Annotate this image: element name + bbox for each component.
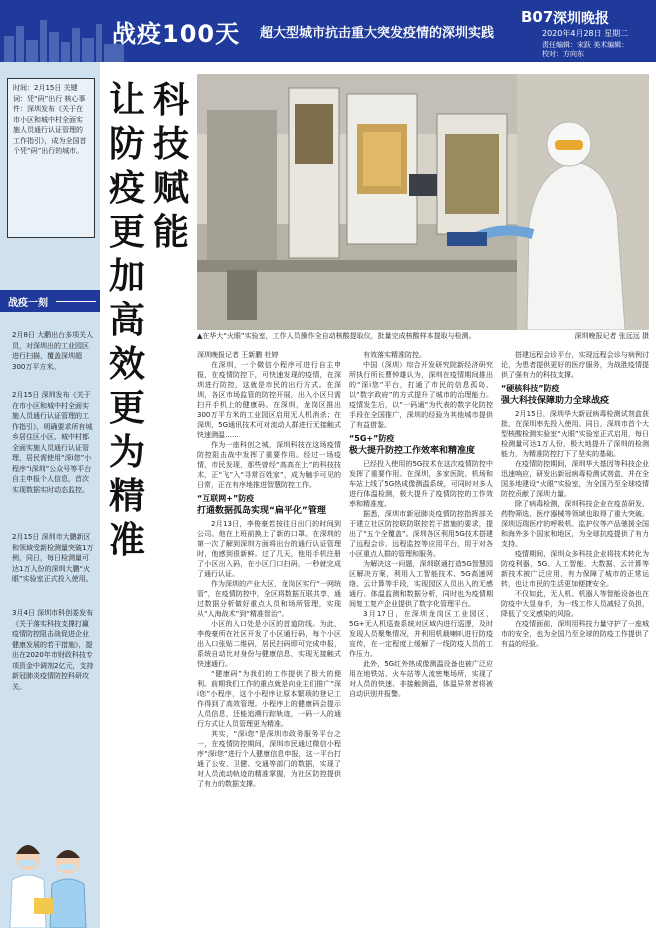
issue-date: 2020年4月28日 星期二 xyxy=(542,29,629,38)
lab-photo xyxy=(197,74,649,330)
medical-staff-illustration xyxy=(2,828,98,928)
article-byline: 深圳晚报记者 王新鹏 杜婷 xyxy=(197,351,279,359)
paragraph: 在疫情防控期间，深圳华大基因等科技企业迅速响应，研发出新冠病毒检测试剂盒，并在全国多地建设“火眼”实验室，为全国乃至全球疫情防控贡献了深圳力量。 xyxy=(501,460,649,498)
paragraph: 小区的入口处是小区的首道防线。为此，李俊豪所在社区开发了小区通行码，每个小区出入口张贴二维码，居民扫码即可完成申报，系统自动比对身份与健康信息，实现无接触式快速通行。 xyxy=(197,620,341,668)
paragraph: 其实，“深i您”是深圳市政务服务平台之一，在疫情防控期间，深圳市民通过微信小程序“深i您”进行个人健康信息申报，这一平台打通了公安、卫健、交通等部门的数据，实现了对人员流动轨迹的精准掌握，为社区防控提供了有力的数据支撑。 xyxy=(197,730,341,788)
intro-text: 时间：2月15日 关键词：凭“码”出行 核心事件：深圳发布《关于在市小区和城中村全面实施人员通行认证管理的工作指引》，成为全国首个凭“码”出行的城市。 xyxy=(13,84,87,155)
headline-line-1: 科技赋能 xyxy=(152,79,189,253)
section-heading: “5G+”防疫 xyxy=(349,434,395,443)
editors-credit: 责任编辑：宋跃 美术编辑： xyxy=(542,41,629,49)
paragraph: 疫情期间，深圳众多科技企业将技术转化为防疫利器，5G、人工智能、大数据、云计算等新技术被广泛应用，有力保障了城市的正常运转，也让市民的生活更加便捷安全。 xyxy=(501,550,649,588)
paragraph: 2月15日，深圳华大新冠病毒检测试剂盒获批，在深圳率先投入使用。同日，深圳市首个大型核酸检测实验室“火眼”实验室正式启用，每日检测量可达1万人份，极大地提升了深圳的检测能力，为精准防控打下了坚实的基础。 xyxy=(501,410,649,458)
section-subheading: 强大科技保障助力全球战疫 xyxy=(501,396,610,406)
article-column-2 xyxy=(349,350,493,928)
page-banner xyxy=(0,0,656,62)
lab-scene-image xyxy=(197,74,649,330)
timeline-item xyxy=(12,330,94,380)
timeline-text: 2月15日 深圳市大鹏新区和领域受新检测量突破1万例，同日，每日检测量可达1万人份的深圳大鹏“火眼”实验室正式投入使用。 xyxy=(12,533,94,583)
intro-box xyxy=(7,78,95,238)
kicker-rule xyxy=(56,301,96,302)
sidebar-column xyxy=(0,62,100,928)
photo-credit: 深圳晚报记者 张远远 摄 xyxy=(574,332,649,340)
banner-title: 战疫100天 xyxy=(112,20,241,48)
article-column-3 xyxy=(501,350,649,928)
timeline-text: 2月8日 大鹏出台多项关人员，对深圳出的工业园区进行扫描，覆盖深圳超300万平方米。 xyxy=(12,331,94,371)
timeline-item xyxy=(12,390,94,510)
section-subheading: 打通数据孤岛实现“扁平化”管理 xyxy=(197,506,326,516)
headline xyxy=(104,68,194,561)
paragraph: 除了病毒检测，深圳科技企业在疫苗研发、药物筛选、医疗器械等领域也取得了重大突破。深圳迈瑞医疗的呼吸机、监护仪等产品驰援全国和海外多个国家和地区，为全球抗疫提供了有力支持。 xyxy=(501,500,649,548)
timeline-text: 3月4日 深圳市科创委发布《关于落实科技支撑打赢疫情防控阻击战促进企业健康发展的若干措施》，提出在2020年市财政科技专项资金中调剂2亿元，支持新冠肺炎疫情防控科研攻关。 xyxy=(12,609,94,691)
paragraph: 作为深圳的产业大区，龙岗区实行“一网统管”，在疫情防控中，全区将数据互联共享，通过数据分析做好重点人员和场所管理，实现从“人海战术”到“精准智治”。 xyxy=(197,580,341,618)
paragraph: 在疫情面前，深圳用科技力量守护了一座城市的安全，也为全国乃至全球的防疫工作提供了有益的经验。 xyxy=(501,620,649,648)
paragraph: “健康码”为我们的工作提供了极大的便利。前期我们工作的重点就是向业主们推广“深i您”小程序，这个小程序让原本繁琐的登记工作得到了高效管理。小程序上的健康码会提示人员信息，还能追溯行踪轨迹，一码一人的通行方式让人员管理更为精准。 xyxy=(197,670,341,728)
paragraph: 据悉，深圳市新冠肺炎疫情防控指挥部关于建立社区防控联防联控若干措施的要求，提出了“五个全覆盖”。深圳各区利用5G技术搭建了远程会诊、远程监控等应用平台，用于对各小区重点人群的管理和服务。 xyxy=(349,510,493,558)
paragraph: 2月13日，李俊豪若按往日出门的时间到公司。他在上班前换上了新的口罩。在深圳的第一次了解到深圳方面将出台的通行认证管理时，他感到很新鲜。过了几天，他用手机注册了小区出入码，在小区门口扫码，一秒就完成了通行认证。 xyxy=(197,520,341,578)
paragraph: 作为一座科创之城，深圳科技在这场疫情防控阻击战中发挥了重要作用。经过一场疫情，市民发现，那些曾经“高高在上”的科技技术，正“飞”入“寻常百姓家”，成为触手可见的日常，正在有序地推进智慧防控工作。 xyxy=(197,441,341,489)
timeline-item xyxy=(12,532,94,592)
paragraph: 搭建远程会诊平台，实现远程会诊与病例讨论，为患者提供更好的医疗服务，为战胜疫情提供了强有力的科技支撑。 xyxy=(501,351,649,379)
paragraph: 此外，5G红外热成像测温设备也被广泛应用在地铁站、火车站等人流密集场所，实现了对人员的快速、非接触测温，体温异常者将被自动识别并报警。 xyxy=(349,660,493,698)
city-skyline-graphic xyxy=(0,16,130,62)
proofreader-credit: 校对：方向东 xyxy=(542,50,584,58)
banner-subtitle: 超大型城市抗击重大突发疫情的深圳实践 xyxy=(260,26,495,41)
caption-text: ▲在华大“火眼”实验室，工作人员操作全自动核酸提取仪，批量完成核酸样本提取与检测。 xyxy=(197,332,476,340)
paragraph: 中国（深圳）综合开发研究院新经济研究所执行所长曹钟雄认为，深圳在疫情期间推出的“深i您”平台，打通了市民的信息孤岛，以“数字政府”的方式提升了城市的治理能力。疫情发生后，以“一码通”为代表的数字化防控手段在全国推广，深圳的经验为其他城市提供了有益借鉴。 xyxy=(349,361,493,429)
headline-line-2: 让防疫更加高效更为精准 xyxy=(108,79,145,561)
paragraph: 有效落实精准防控。 xyxy=(363,351,426,359)
kicker-label: 战疫一刻 xyxy=(8,298,48,309)
newspaper-name: 深圳晚报 xyxy=(553,11,609,27)
section-kicker xyxy=(0,290,100,312)
section-heading: “互联网+”防疫 xyxy=(197,494,255,503)
timeline-item xyxy=(12,608,94,718)
timeline-text: 2月15日 深圳发布《关于在市小区和城中村全面实施人员通行认证管理的工作指引》，明确要求所有城乡居住区小区、城中村都全面实施人员通行认证管理，居民需使用“深i您”小程序“i深圳”公众号等平台自主申报个人信息，首次实现数据实时动态监控。 xyxy=(12,391,93,494)
page-number: B07 xyxy=(521,8,554,26)
paragraph: 不仅如此，无人机、机器人等智能设备也在防疫中大显身手，为一线工作人员减轻了负担，降低了交叉感染的风险。 xyxy=(501,590,649,618)
article-column-1 xyxy=(197,350,341,928)
paragraph: 3月17日，在深圳龙岗区工业园区，5G+无人机巡查系统对区域内进行巡逻，及时发现人员聚集情况，并利用机载喇叭进行防疫宣传，在一定程度上缓解了一线防疫人员的工作压力。 xyxy=(349,610,493,658)
photo-caption xyxy=(197,331,649,343)
paragraph: 在深圳，一个微信小程序可进行自主申报，在疫情防控下，可快速发现的疫情，在深圳进行防控，这就是市民的出行方式。在深圳，各区市场监管的防控开展，出入小区只需扫开手机上的健康码。在深圳，龙岗区推出300万平方米的工业园区启用无人机消杀；在深圳，5G通讯技术可对流动人群进行无接触式快速测温…… xyxy=(197,361,341,439)
section-heading: “硬核科技”防疫 xyxy=(501,384,560,393)
paragraph: 已经投入使用的5G技术在这次疫情防控中发挥了重要作用。在深圳，多家医院、机场和车站上线了5G热成像测温系统，可同时对多人进行体温检测，极大提升了疫情防控的工作效率和精准度。 xyxy=(349,460,493,508)
section-subheading: 极大提升防控工作效率和精准度 xyxy=(349,446,476,456)
paragraph: 为解决这一问题，深圳联通打造5G智慧园区解决方案，利用人工智能技术、5G高速网络、云计算等手段，实现园区人员出入的无感通行、体温监测和数据分析，同时也为疫情期间复工复产企业提供了数字化管理平台。 xyxy=(349,560,493,608)
